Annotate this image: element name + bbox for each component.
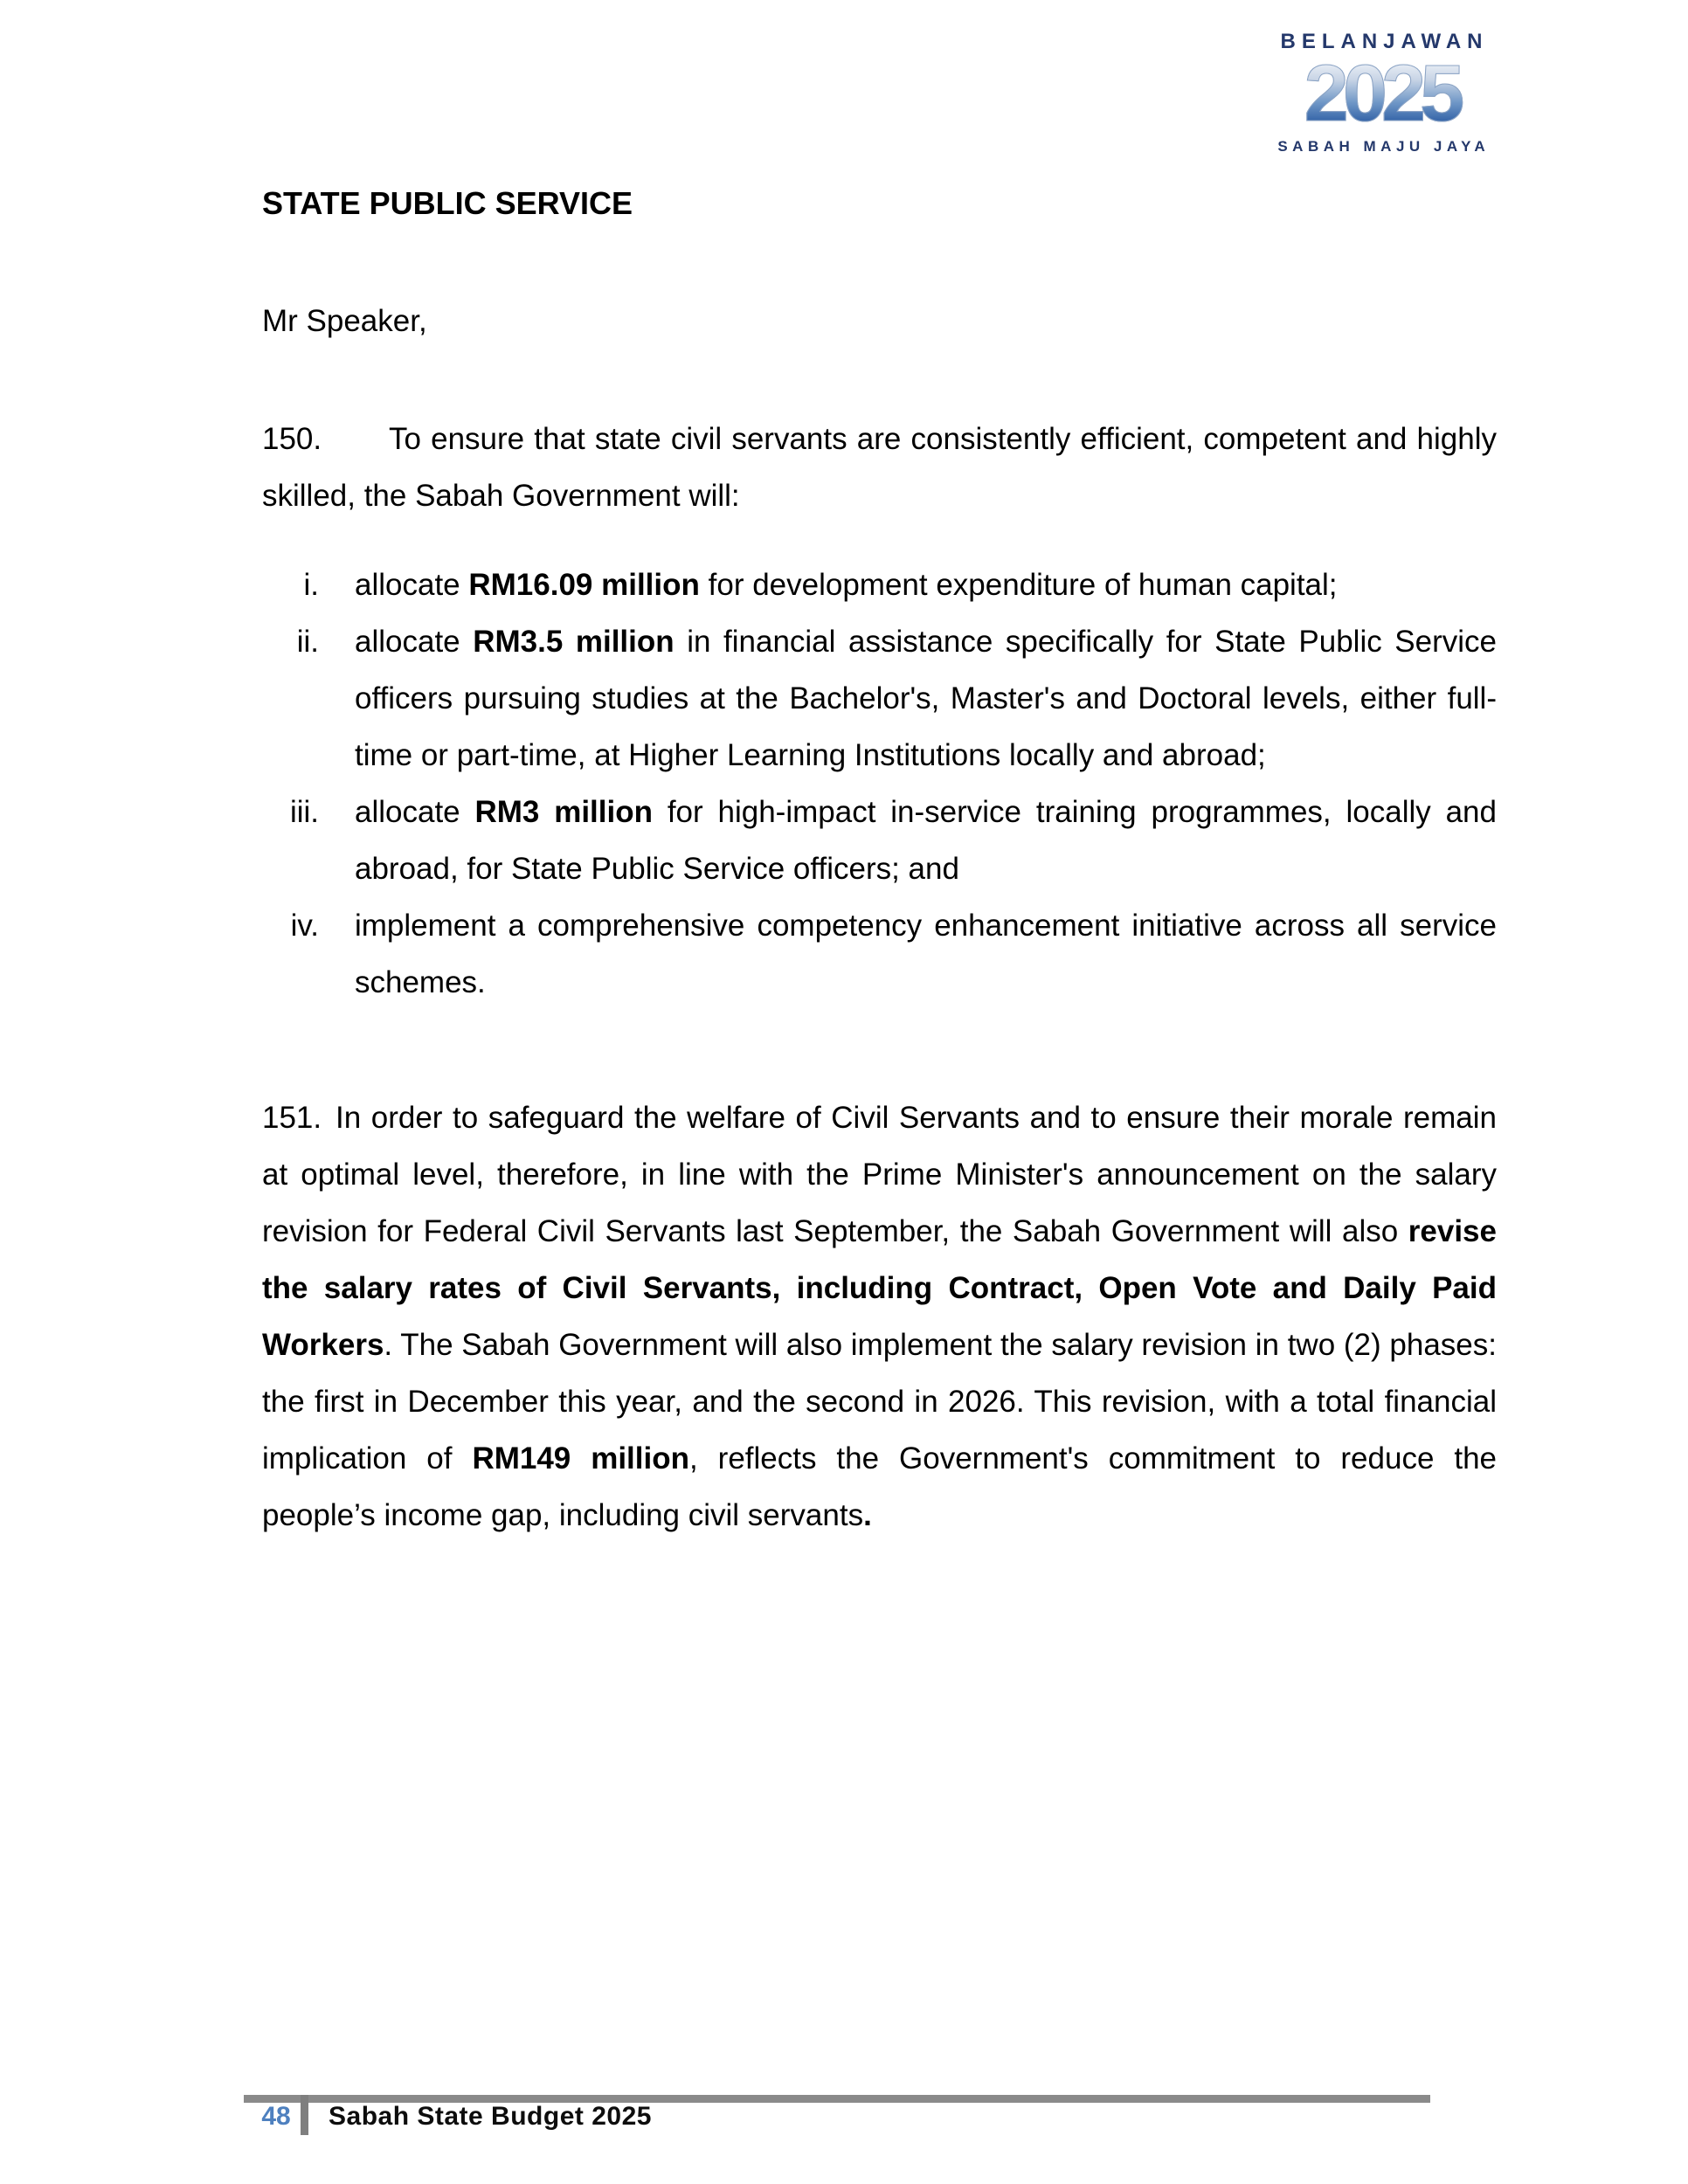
logo-year: 2025 (1261, 54, 1502, 133)
list-marker: iv. (290, 909, 319, 943)
section-heading: STATE PUBLIC SERVICE (262, 185, 633, 221)
list-item (262, 897, 1497, 1011)
list-marker: ii. (296, 625, 319, 659)
list-item (262, 556, 1497, 613)
logo-title: BELANJAWAN (1280, 30, 1489, 53)
footer-separator (301, 2095, 308, 2135)
paragraph-number: 151. (262, 1101, 322, 1135)
paragraph-150 (262, 411, 1497, 524)
logo-tagline: SABAH MAJU JAYA (1277, 138, 1491, 156)
list-item-body: implement a comprehensive competency enhancement initiative across all service schemes. (355, 909, 1497, 999)
paragraph-151 (262, 1089, 1497, 1544)
list-item-body: allocate RM16.09 million for development expenditure of human capital; (355, 568, 1338, 602)
page-number: 48 (261, 2102, 291, 2131)
list-item (262, 784, 1497, 897)
numbered-list (262, 556, 1497, 1011)
paragraph-151-body: In order to safeguard the welfare of Civil Servants and to ensure their morale remain at optimal level, therefore, in line with the Prime Minister's announcement on the salary revision for Federal Civil Servants last September, the Sabah Government will also revise the salary rates of Civil Servants, including Contract, Open Vote and Daily Paid Workers. The Sabah Government will also implement the salary revision in two (2) phases: the first in December this year, and the second in 2026. This revision, with a total financial implication of RM149 million, reflects the Government's commitment to reduce the people’s income gap, including civil servants. (262, 1101, 1498, 1532)
list-item-body: allocate RM3.5 million in financial assistance specifically for State Public Service officers pursuing studies at the Bachelor's, Master's and Doctoral levels, either full-time or part-time, at Higher Learning Institutions locally and abroad; (355, 625, 1497, 772)
list-marker: iii. (289, 795, 319, 829)
footer-title: Sabah State Budget 2025 (329, 2102, 652, 2131)
salutation: Mr Speaker, (262, 304, 427, 338)
list-item-body: allocate RM3 million for high-impact in-service training programmes, locally and abroad, for State Public Service officers; and (355, 795, 1497, 886)
paragraph-150-body: To ensure that state civil servants are consistently efficient, competent and highly skilled, the Sabah Government will: (262, 422, 1497, 513)
list-marker: i. (303, 568, 319, 602)
paragraph-number: 150. (262, 422, 322, 456)
list-item (262, 613, 1497, 784)
document-content (262, 0, 1497, 1544)
